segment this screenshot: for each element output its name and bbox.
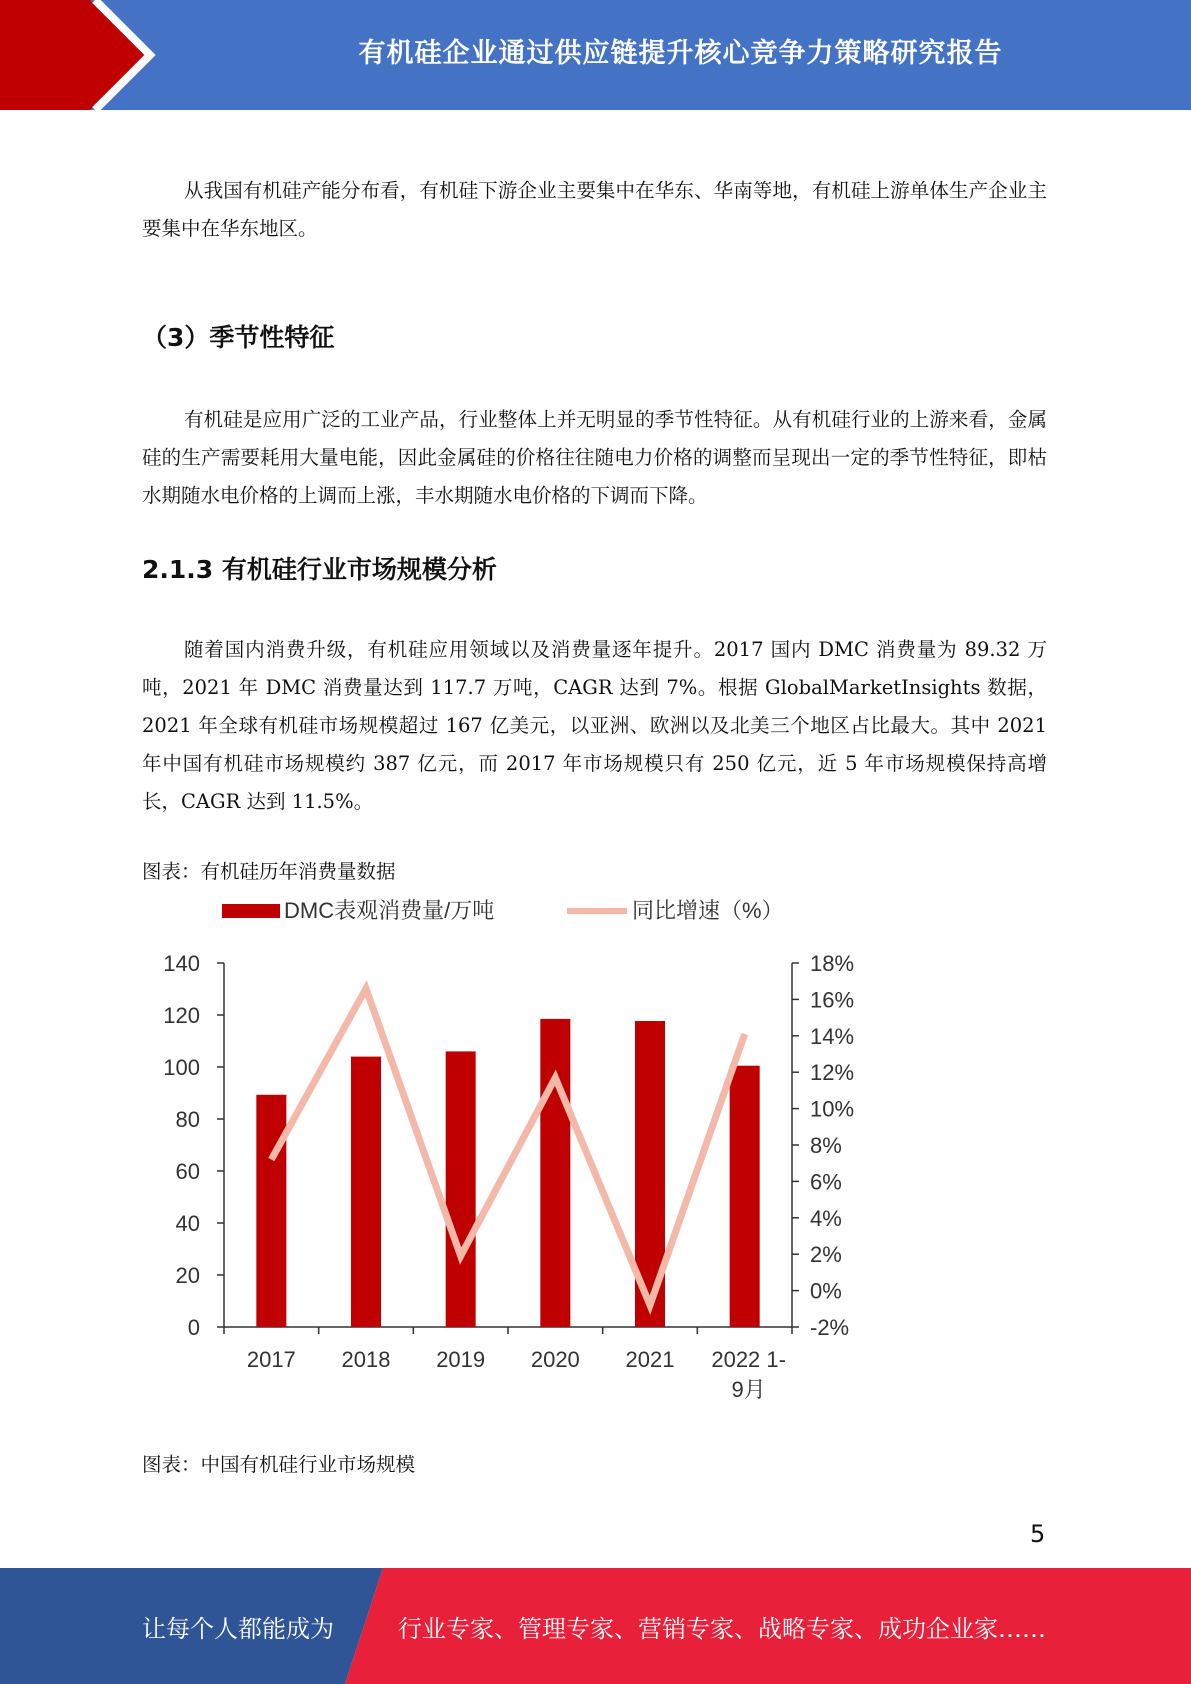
legend-swatch-consumption xyxy=(222,904,280,918)
y-axis-left-tick-label: 80 xyxy=(175,1107,200,1132)
paragraph-seasonal: 有机硅是应用广泛的工业产品，行业整体上并无明显的季节性特征。从有机硅行业的上游来看，金属硅的生产需要耗用大量电能，因此金属硅的价格往往随电力价格的调整而呈现出一定的季节性特征，即枯水期随水电价格的上调而上涨，丰水期随水电价格的下调而下降。 xyxy=(142,408,1047,507)
consumption-chart-svg xyxy=(132,880,892,1410)
x-axis-tick-label: 2021 xyxy=(625,1347,675,1372)
consumption-chart xyxy=(132,880,892,1410)
legend-label-growth: 同比增速（%） xyxy=(632,898,784,923)
y-axis-right-tick-label: 12% xyxy=(810,1060,855,1086)
bar-consumption xyxy=(730,1066,760,1327)
page-header xyxy=(0,0,1191,110)
y-axis-right-tick-label: -2% xyxy=(810,1315,850,1340)
report-title: 有机硅企业通过供应链提升核心竞争力策略研究报告 xyxy=(358,37,1003,69)
y-axis-right-tick-label: 10% xyxy=(810,1096,855,1122)
y-axis-left-tick-label: 120 xyxy=(163,1003,200,1028)
y-axis-right-tick-label: 0% xyxy=(810,1278,842,1304)
x-axis-tick-label: 2017 xyxy=(246,1347,296,1372)
x-axis-tick-label: 2020 xyxy=(530,1347,580,1372)
x-axis-tick-label: 2019 xyxy=(436,1347,486,1372)
y-axis-right-tick-label: 2% xyxy=(810,1242,842,1268)
page-number: 5 xyxy=(1030,1520,1046,1548)
page-footer xyxy=(0,1568,1191,1684)
y-axis-right-tick-label: 18% xyxy=(810,951,855,976)
paragraph-market-size: 随着国内消费升级，有机硅应用领域以及消费量逐年提升。2017 国内 DMC 消费量为 89.32 万吨，2021 年 DMC 消费量达到 117.7 万吨，CAGR 达到 7%。根据 GlobalMarketInsights 数据，2021 年全球有机硅市场规模超过 167 亿美元，以亚洲、欧洲以及北美三个地区占比最大。其中 2021 年中国有机硅市场规模约 387 亿元，而 2017 年市场规模只有 250 亿元，近 5 年市场规模保持高增长，CAGR 达到 11.5%。 xyxy=(142,638,1047,813)
paragraph-capacity-distribution: 从我国有机硅产能分布看，有机硅下游企业主要集中在华东、华南等地，有机硅上游单体生产企业主要集中在华东地区。 xyxy=(142,179,1047,240)
y-axis-left-tick-label: 140 xyxy=(163,951,200,976)
footer-slogan-right: 行业专家、管理专家、营销专家、战略专家、成功企业家…… xyxy=(398,1614,1046,1643)
legend-label-consumption: DMC表观消费量/万吨 xyxy=(284,898,495,923)
x-axis-tick-label: 2018 xyxy=(341,1347,391,1372)
y-axis-left-tick-label: 60 xyxy=(175,1159,200,1184)
bar-consumption xyxy=(256,1095,286,1327)
x-axis-tick-label: 2022 1- xyxy=(711,1347,786,1372)
chart-caption-market-size: 图表：中国有机硅行业市场规模 xyxy=(142,1453,416,1476)
chart-caption-consumption: 图表：有机硅历年消费量数据 xyxy=(142,860,396,883)
heading-seasonal-features: （3）季节性特征 xyxy=(142,323,335,352)
footer-slogan-left: 让每个人都能成为 xyxy=(142,1614,334,1643)
y-axis-right-tick-label: 6% xyxy=(810,1169,842,1195)
line-growth-rate xyxy=(271,988,744,1305)
y-axis-left-tick-label: 40 xyxy=(175,1211,200,1236)
y-axis-right-tick-label: 4% xyxy=(810,1205,842,1231)
y-axis-left-tick-label: 0 xyxy=(187,1315,200,1340)
heading-market-size: 2.1.3 有机硅行业市场规模分析 xyxy=(142,555,497,584)
y-axis-left-tick-label: 100 xyxy=(163,1055,200,1080)
y-axis-right-tick-label: 8% xyxy=(810,1133,842,1158)
bar-consumption xyxy=(446,1051,476,1327)
x-axis-tick-label: 9月 xyxy=(731,1377,766,1402)
bar-consumption xyxy=(540,1019,570,1327)
y-axis-right-tick-label: 14% xyxy=(810,1023,855,1049)
y-axis-left-tick-label: 20 xyxy=(175,1263,200,1288)
y-axis-right-tick-label: 16% xyxy=(810,987,855,1013)
bar-consumption xyxy=(351,1057,381,1327)
